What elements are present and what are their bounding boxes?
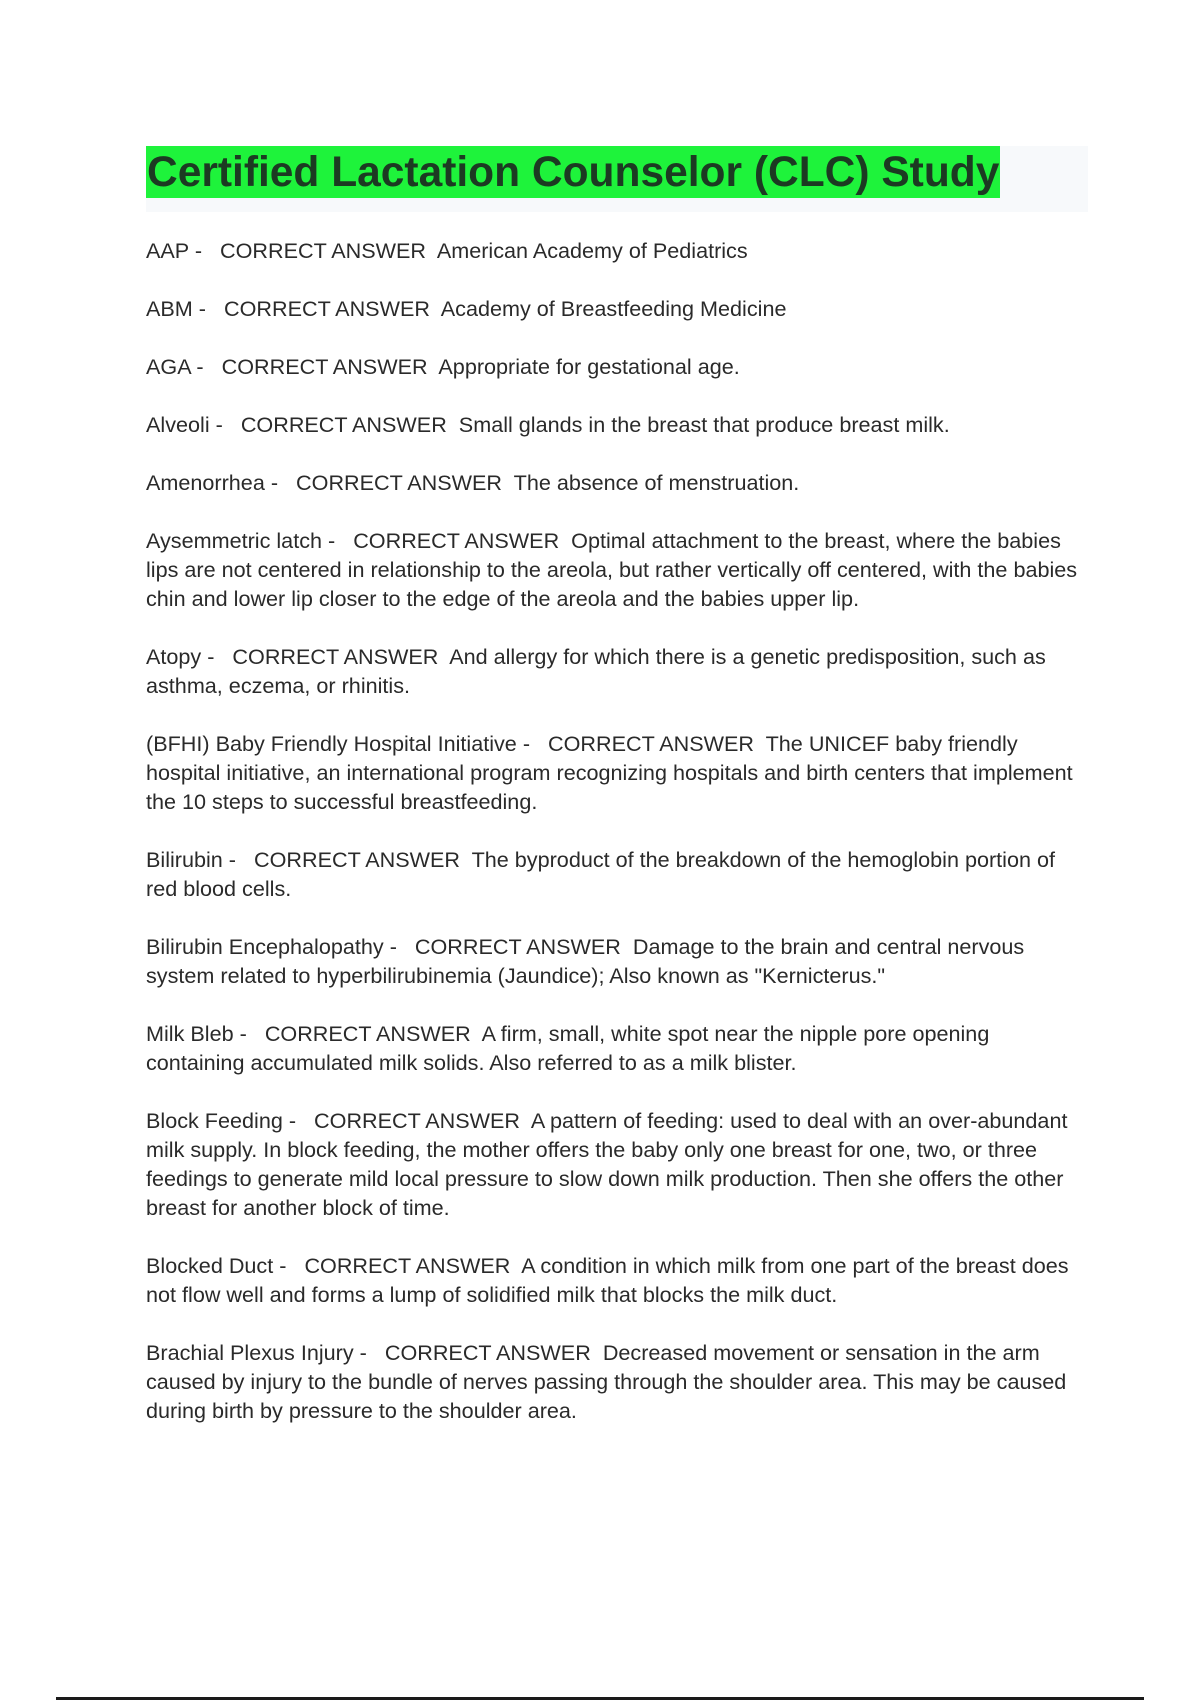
answer-marker: CORRECT ANSWER bbox=[220, 238, 426, 263]
glossary-entry: Brachial Plexus Injury - CORRECT ANSWER Decreased movement or sensation in the arm caused by injury to the bundle of nerves passing through the shoulder area. This may be caused during birth by pressure to the shoulder area. bbox=[146, 1340, 1073, 1423]
glossary-entry: Milk Bleb - CORRECT ANSWER A firm, small, white spot near the nipple pore opening containing accumulated milk solids. Also referred to as a milk blister. bbox=[146, 1021, 996, 1075]
entry-term: Atopy bbox=[146, 644, 202, 669]
glossary-entry: Bilirubin Encephalopathy - CORRECT ANSWER Damage to the brain and central nervous system related to hyperbilirubinemia (Jaundice); Also known as "Kernicterus." bbox=[146, 934, 1031, 988]
answer-marker: CORRECT ANSWER bbox=[296, 470, 503, 495]
entry-definition: Appropriate for gestational age. bbox=[438, 354, 740, 379]
entry-definition: Small glands in the breast that produce breast milk. bbox=[458, 412, 950, 437]
entry-definition: A condition in which milk from one part of the breast does not flow well and forms a lump of solidified milk that blocks the milk duct. bbox=[146, 1253, 1075, 1307]
entry-term: Bilirubin bbox=[146, 847, 223, 872]
entry-definition: Academy of Breastfeeding Medicine bbox=[440, 296, 787, 321]
entry-term: AGA bbox=[146, 354, 191, 379]
entry-term: Brachial Plexus Injury bbox=[146, 1340, 354, 1365]
entry-definition: Damage to the brain and central nervous system related to hyperbilirubinemia (Jaundice); Also known as "Kernicterus." bbox=[146, 934, 1031, 988]
entry-definition: Optimal attachment to the breast, where the babies lips are not centered in relationship to the areola, but rather vertically off centered, with the babies chin and lower lip closer to the edge of the areola and the babies upper lip. bbox=[146, 528, 1084, 611]
glossary-list bbox=[146, 236, 1091, 1454]
entry-definition: The absence of menstruation. bbox=[513, 470, 800, 495]
entry-term: AAP bbox=[146, 238, 189, 263]
answer-marker: CORRECT ANSWER bbox=[240, 412, 447, 437]
entry-term: Bilirubin Encephalopathy bbox=[146, 934, 384, 959]
entry-definition: A pattern of feeding: used to deal with an over-abundant milk supply. In block feeding, the mother offers the baby only one breast for one, two, or three feedings to generate mild local pressure to slow down milk production. Then she offers the other breast for another block of time. bbox=[146, 1108, 1074, 1220]
answer-marker: CORRECT ANSWER bbox=[314, 1108, 521, 1133]
answer-marker: CORRECT ANSWER bbox=[221, 354, 428, 379]
answer-marker: CORRECT ANSWER bbox=[414, 934, 621, 959]
answer-marker: CORRECT ANSWER bbox=[264, 1021, 471, 1046]
entry-term: Blocked Duct bbox=[146, 1253, 274, 1278]
entry-term: Aysemmetric latch bbox=[146, 528, 322, 553]
glossary-entry: AAP - CORRECT ANSWER American Academy of Pediatrics bbox=[146, 238, 748, 263]
glossary-entry: ABM - CORRECT ANSWER Academy of Breastfeeding Medicine bbox=[146, 296, 787, 321]
answer-marker: CORRECT ANSWER bbox=[304, 1253, 511, 1278]
entry-definition: And allergy for which there is a genetic predisposition, such as asthma, eczema, or rhinitis. bbox=[146, 644, 1052, 698]
glossary-entry: (BFHI) Baby Friendly Hospital Initiative - CORRECT ANSWER The UNICEF baby friendly hospital initiative, an international program recognizing hospitals and birth centers that implement the 10 steps to successful breastfeeding. bbox=[146, 731, 1079, 814]
glossary-entry: Aysemmetric latch - CORRECT ANSWER Optimal attachment to the breast, where the babies lips are not centered in relationship to the areola, but rather vertically off centered, with the babies chin and lower lip closer to the edge of the areola and the babies upper lip. bbox=[146, 528, 1084, 611]
answer-marker: CORRECT ANSWER bbox=[384, 1340, 591, 1365]
glossary-entry: Block Feeding - CORRECT ANSWER A pattern of feeding: used to deal with an over-abundant milk supply. In block feeding, the mother offers the baby only one breast for one, two, or three feedings to generate mild local pressure to slow down milk production. Then she offers the other breast for another block of time. bbox=[146, 1108, 1074, 1220]
answer-marker: CORRECT ANSWER bbox=[254, 847, 460, 872]
glossary-entry: Atopy - CORRECT ANSWER And allergy for which there is a genetic predisposition, such as asthma, eczema, or rhinitis. bbox=[146, 644, 1052, 698]
answer-marker: CORRECT ANSWER bbox=[353, 528, 560, 553]
entry-term: (BFHI) Baby Friendly Hospital Initiative bbox=[146, 731, 517, 756]
glossary-entry: Alveoli - CORRECT ANSWER Small glands in the breast that produce breast milk. bbox=[146, 412, 950, 437]
entry-term: Milk Bleb bbox=[146, 1021, 234, 1046]
entry-definition: American Academy of Pediatrics bbox=[436, 238, 748, 263]
title-block bbox=[146, 146, 1088, 212]
entry-term: Alveoli bbox=[146, 412, 210, 437]
glossary-entry: Blocked Duct - CORRECT ANSWER A condition in which milk from one part of the breast does not flow well and forms a lump of solidified milk that blocks the milk duct. bbox=[146, 1253, 1075, 1307]
glossary-entry: Bilirubin - CORRECT ANSWER The byproduct of the breakdown of the hemoglobin portion of red blood cells. bbox=[146, 847, 1062, 901]
entry-term: Block Feeding bbox=[146, 1108, 283, 1133]
entry-definition: The UNICEF baby friendly hospital initiative, an international program recognizing hospitals and birth centers that implement the 10 steps to successful breastfeeding. bbox=[146, 731, 1079, 814]
answer-marker: CORRECT ANSWER bbox=[224, 296, 430, 321]
glossary-entry: AGA - CORRECT ANSWER Appropriate for gestational age. bbox=[146, 354, 740, 379]
entry-term: Amenorrhea bbox=[146, 470, 265, 495]
answer-marker: CORRECT ANSWER bbox=[548, 731, 754, 756]
glossary-entry: Amenorrhea - CORRECT ANSWER The absence of menstruation. bbox=[146, 470, 800, 495]
answer-marker: CORRECT ANSWER bbox=[232, 644, 439, 669]
entry-definition: The byproduct of the breakdown of the hemoglobin portion of red blood cells. bbox=[146, 847, 1062, 901]
entry-definition: Decreased movement or sensation in the arm caused by injury to the bundle of nerves passing through the shoulder area. This may be caused during birth by pressure to the shoulder area. bbox=[146, 1340, 1073, 1423]
page-title: Certified Lactation Counselor (CLC) Study bbox=[146, 146, 1000, 198]
entry-definition: A firm, small, white spot near the nipple pore opening containing accumulated milk solids. Also referred to as a milk blister. bbox=[146, 1021, 996, 1075]
entry-term: ABM bbox=[146, 296, 193, 321]
